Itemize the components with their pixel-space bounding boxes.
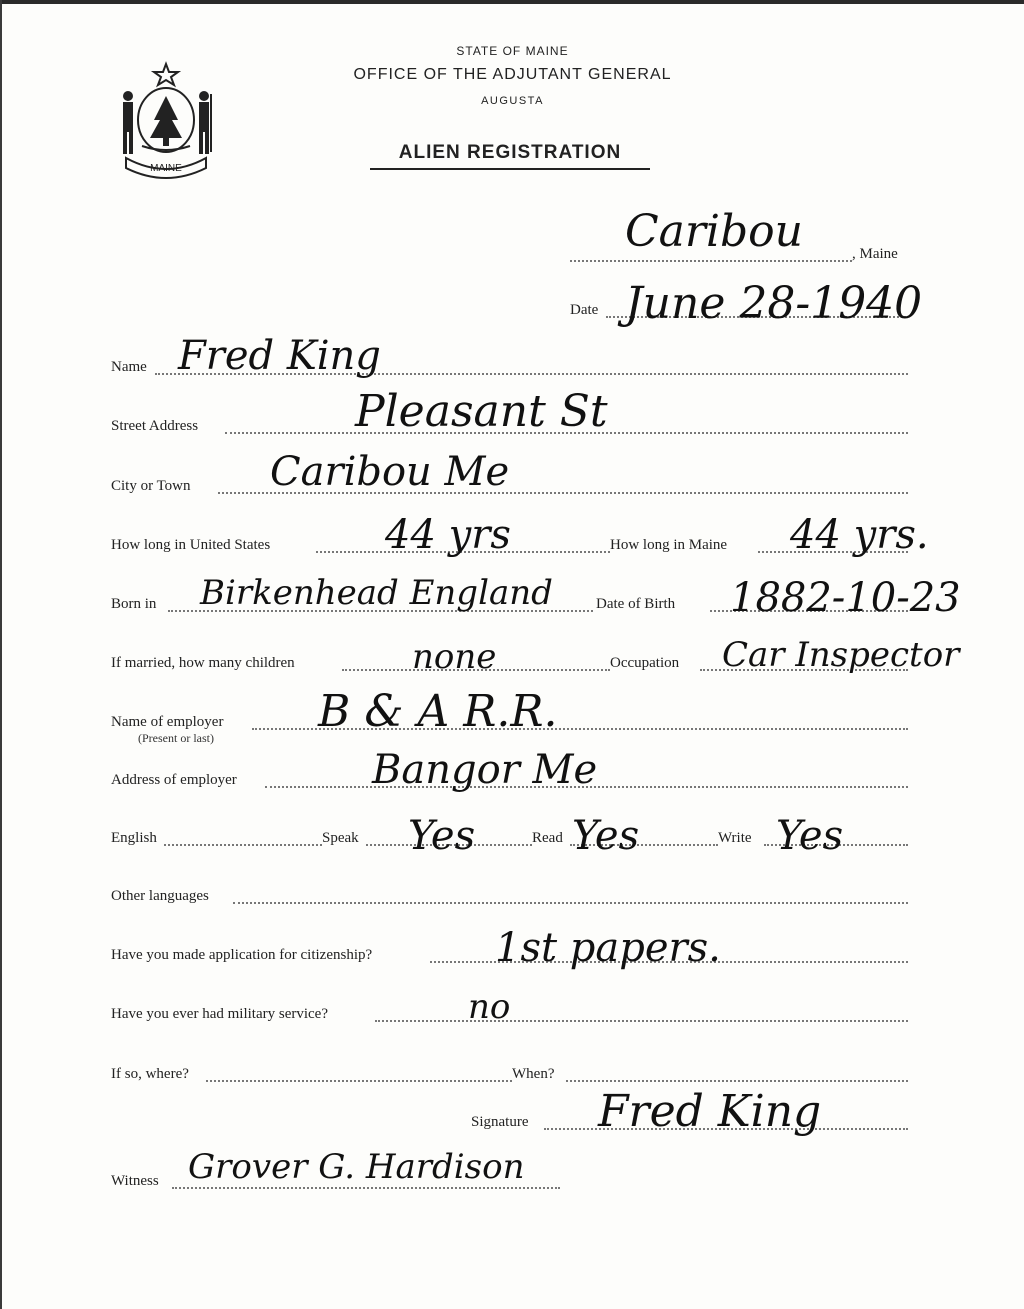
english-line <box>164 844 322 846</box>
citizenship-label: Have you made application for citizenship? <box>111 947 373 963</box>
if-so-where-label: If so, where? <box>111 1066 189 1082</box>
employer-address-value: Bangor Me <box>372 747 598 793</box>
scan-left-edge <box>0 0 2 1309</box>
signature-value: Fred King <box>598 1086 822 1137</box>
town-value: Caribou <box>625 206 803 257</box>
write-label: Write <box>718 830 752 846</box>
employer-note: (Present or last) <box>138 731 214 745</box>
born-in-label: Born in <box>111 596 157 612</box>
speak-value: Yes <box>408 813 476 859</box>
military-line <box>375 1020 908 1022</box>
city-label: City or Town <box>111 478 191 494</box>
read-value: Yes <box>572 813 640 859</box>
seal-banner-text: MAINE <box>150 163 182 174</box>
form-title: ALIEN REGISTRATION <box>370 142 650 170</box>
date-value: June 28-1940 <box>625 278 923 329</box>
maine-label: , Maine <box>852 246 898 262</box>
military-value: no <box>468 987 511 1027</box>
children-label: If married, how many children <box>111 655 295 671</box>
witness-value: Grover G. Hardison <box>188 1147 525 1187</box>
header-state: STATE OF MAINE <box>456 44 569 58</box>
employer-address-label: Address of employer <box>111 772 237 788</box>
employer-label: Name of employer <box>111 714 224 730</box>
witness-label: Witness <box>111 1173 159 1189</box>
street-address-label: Street Address <box>111 418 199 434</box>
other-languages-line <box>233 902 908 904</box>
write-value: Yes <box>776 813 844 859</box>
scan-top-edge <box>0 0 1024 4</box>
how-long-us-label: How long in United States <box>111 537 271 553</box>
how-long-maine-label: How long in Maine <box>610 537 728 553</box>
born-in-value: Birkenhead England <box>200 573 553 613</box>
date-of-birth-label: Date of Birth <box>596 596 676 612</box>
read-label: Read <box>532 830 563 846</box>
children-value: none <box>412 637 497 677</box>
signature-label: Signature <box>471 1114 529 1130</box>
occupation-value: Car Inspector <box>722 635 960 675</box>
date-label: Date <box>570 302 599 318</box>
name-label: Name <box>111 359 147 375</box>
header-city: AUGUSTA <box>481 95 544 107</box>
name-value: Fred King <box>178 333 381 379</box>
date-of-birth-value: 1882-10-23 <box>730 575 961 621</box>
header-office: OFFICE OF THE ADJUTANT GENERAL <box>353 66 672 83</box>
witness-line <box>172 1187 560 1189</box>
occupation-label: Occupation <box>610 655 680 671</box>
when-label: When? <box>512 1066 555 1082</box>
if-so-where-line <box>206 1080 512 1082</box>
citizenship-value: 1st papers. <box>495 925 721 971</box>
when-line <box>566 1080 908 1082</box>
english-label: English <box>111 830 157 846</box>
how-long-maine-value: 44 yrs. <box>790 512 929 558</box>
other-languages-label: Other languages <box>111 888 209 904</box>
employer-value: B & A R.R. <box>318 686 558 737</box>
how-long-us-value: 44 yrs <box>385 512 511 558</box>
city-value: Caribou Me <box>270 449 510 495</box>
military-label: Have you ever had military service? <box>111 1006 328 1022</box>
speak-label: Speak <box>322 830 359 846</box>
street-address-value: Pleasant St <box>355 386 608 437</box>
town-line <box>570 260 852 262</box>
state-seal-icon <box>112 58 220 180</box>
